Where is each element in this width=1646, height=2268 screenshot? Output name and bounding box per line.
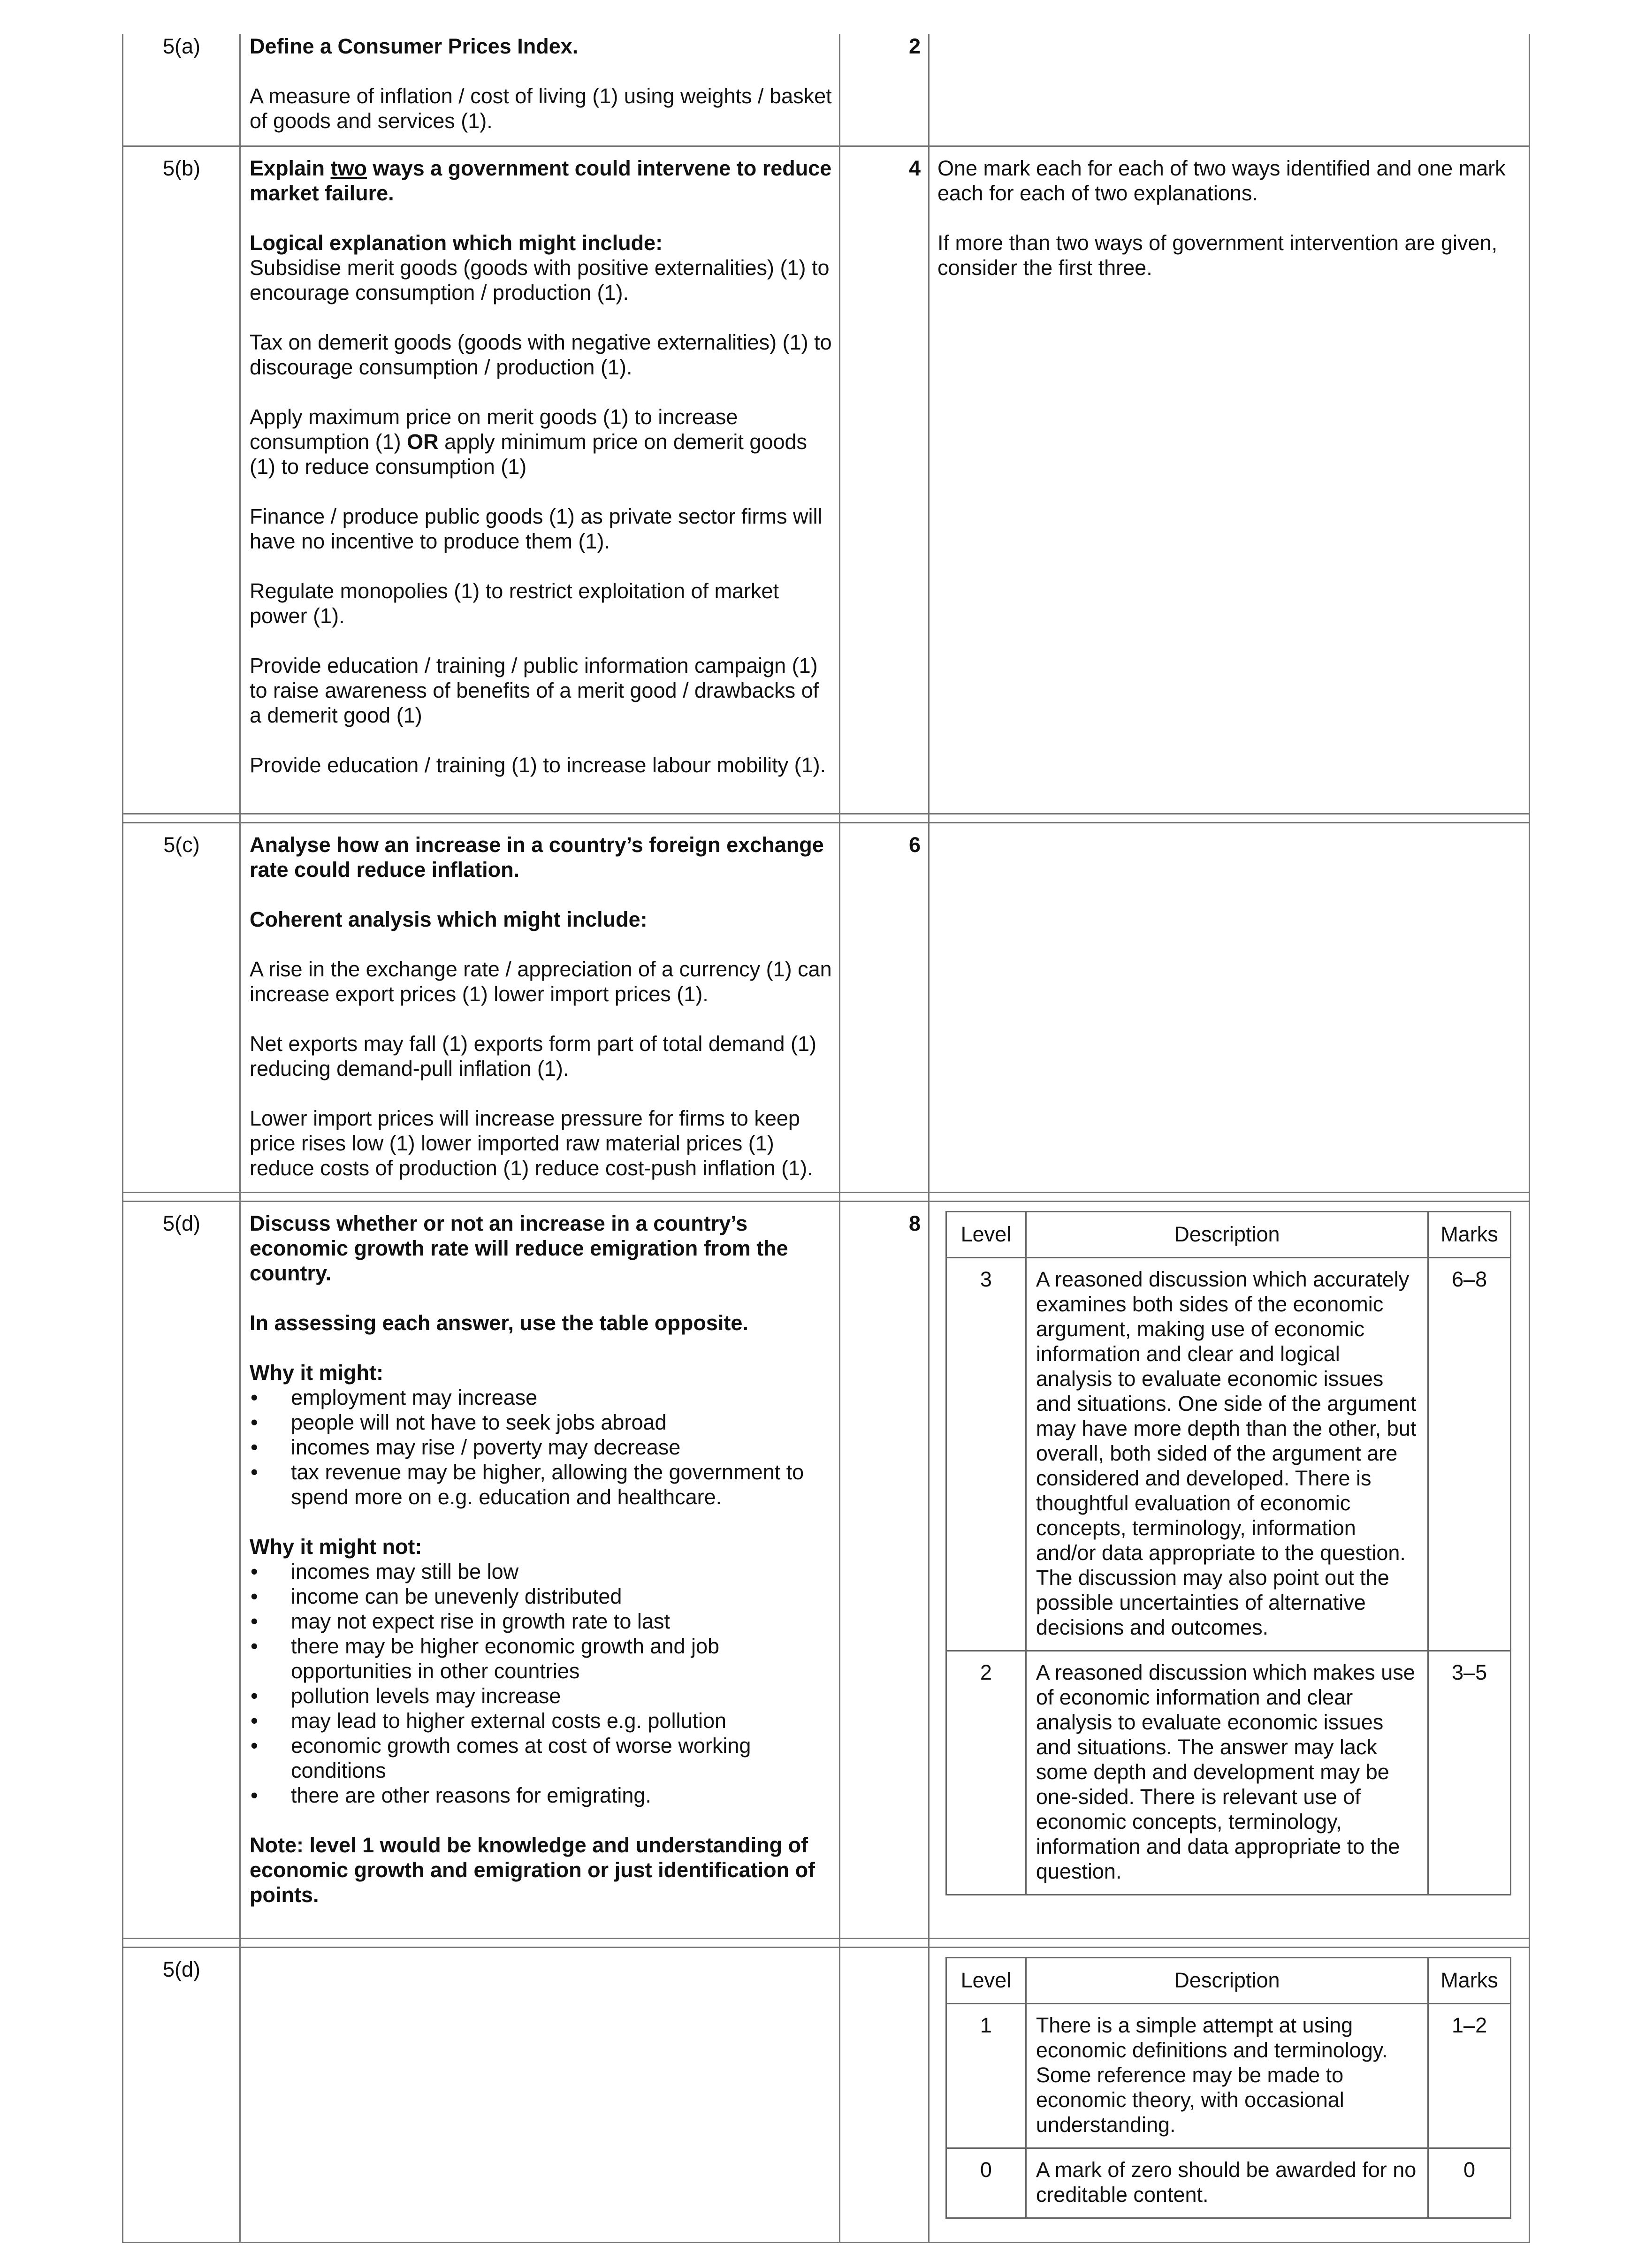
marks-value: 2 — [908, 34, 921, 58]
list-item: • incomes may rise / poverty may decrease — [250, 1435, 836, 1460]
guidance-text: One mark each for each of two ways identified and one mark each for each of two explanations. — [937, 156, 1506, 205]
marks-cell: 6–8 — [1428, 1258, 1511, 1651]
level-table-header — [946, 1212, 1511, 1258]
table-row — [946, 1651, 1511, 1895]
grid-line — [839, 34, 840, 2243]
list-item: • pollution levels may increase — [250, 1683, 836, 1708]
level-cell: 0 — [946, 2148, 1026, 2218]
marks-header: Marks — [1428, 1958, 1511, 2004]
row-divider — [122, 1201, 1530, 1202]
row-divider — [122, 145, 1530, 147]
grid-line — [122, 34, 123, 2243]
question-ref: 5(d) — [162, 1211, 201, 1235]
row-divider — [122, 1192, 1530, 1193]
why-it-might-not-heading: Why it might not: — [250, 1535, 422, 1559]
answer-point-text: apply minimum price on demerit goods (1) to reduce consumption (1) — [250, 430, 808, 479]
answer-point-text: Subsidise merit goods (goods with positive externalities) (1) to encourage consumption / production (1). — [250, 256, 830, 304]
assessment-instruction: In assessing each answer, use the table opposite. — [250, 1311, 748, 1335]
grid-line — [928, 34, 930, 2243]
marks-cell: 0 — [1428, 2148, 1511, 2218]
question-ref: 5(b) — [162, 156, 201, 180]
question-emphasis: two — [330, 156, 367, 180]
answer-point: Tax on demerit goods (goods with negative externalities) (1) to discourage consumption / production (1). — [250, 330, 832, 379]
answer-intro: Logical explanation which might include: — [250, 231, 663, 255]
answer-point-text: Apply maximum price on merit goods (1) to increase consumption (1) — [250, 405, 738, 454]
question-text-part: ways a government could intervene to reduce market failure. — [250, 156, 832, 205]
description-header: Description — [1026, 1212, 1428, 1258]
question-text: Discuss whether or not an increase in a country’s economic growth rate will reduce emigration from the country. — [250, 1211, 788, 1285]
question-ref: 5(c) — [163, 833, 200, 857]
answer-text: A measure of inflation / cost of living (1) using weights / basket of goods and services (1). — [250, 84, 832, 133]
level-table-header — [946, 1958, 1511, 2004]
answer-point: Provide education / training / public information campaign (1) to raise awareness of benefits of a merit good / drawbacks of a demerit good (1) — [250, 654, 819, 727]
marks-cell: 1–2 — [1428, 2004, 1511, 2148]
grid-line — [1529, 34, 1530, 2243]
answer-point: Lower import prices will increase pressure for firms to keep price rises low (1) lower imported raw material prices (1) reduce costs of production (1) reduce cost-push inflation (1). — [250, 1106, 813, 1180]
answer-cell — [250, 1206, 836, 1907]
question-text-part: Explain — [250, 156, 331, 180]
list-item: • economic growth comes at cost of worse working conditions — [250, 1733, 836, 1783]
row-divider — [122, 822, 1530, 823]
list-item: • may not expect rise in growth rate to last — [250, 1609, 836, 1634]
list-item: • incomes may still be low — [250, 1559, 836, 1584]
marks-value: 8 — [908, 1211, 921, 1235]
table-row — [946, 1258, 1511, 1651]
answer-point: Regulate monopolies (1) to restrict exploitation of market power (1). — [250, 579, 779, 628]
list-item: • tax revenue may be higher, allowing the government to spend more on e.g. education and healthcare. — [250, 1460, 836, 1509]
question-text — [250, 156, 836, 205]
guidance-cell — [937, 151, 1519, 280]
level-header: Level — [946, 1212, 1026, 1258]
list-item: • income can be unevenly distributed — [250, 1584, 836, 1609]
answer-point: Finance / produce public goods (1) as private sector firms will have no incentive to produce them (1). — [250, 504, 823, 553]
level-header: Level — [946, 1958, 1026, 2004]
answer-cell — [250, 29, 836, 133]
table-row — [946, 2004, 1511, 2148]
guidance-text: If more than two ways of government intervention are given, consider the first three. — [937, 231, 1498, 280]
row-divider — [122, 1947, 1530, 1948]
marks-value: 4 — [908, 156, 921, 180]
list-item: • there may be higher economic growth and job opportunities in other countries — [250, 1634, 836, 1683]
level-table-container — [945, 1957, 1511, 2219]
note-text: Note: level 1 would be knowledge and understanding of economic growth and emigration or just identification of points. — [250, 1833, 815, 1907]
question-text: Define a Consumer Prices Index. — [250, 34, 579, 58]
question-ref: 5(d) — [162, 1957, 201, 1981]
answer-point — [250, 230, 836, 305]
why-it-might-not-list — [250, 1559, 836, 1808]
marks-value: 6 — [908, 833, 921, 857]
question-ref: 5(a) — [162, 34, 201, 58]
answer-intro: Coherent analysis which might include: — [250, 907, 648, 931]
grid-line — [239, 34, 241, 2243]
description-cell: A mark of zero should be awarded for no creditable content. — [1026, 2148, 1428, 2218]
row-divider — [122, 2242, 1530, 2243]
level-table-container — [945, 1211, 1511, 1895]
list-item: • may lead to higher external costs e.g. pollution — [250, 1708, 836, 1733]
row-divider — [122, 813, 1530, 814]
list-item: • people will not have to seek jobs abroad — [250, 1410, 836, 1435]
description-cell: There is a simple attempt at using economic definitions and terminology. Some reference may be made to economic theory, with occasional understanding. — [1026, 2004, 1428, 2148]
answer-point: Net exports may fall (1) exports form part of total demand (1) reducing demand-pull inflation (1). — [250, 1032, 816, 1081]
level-table — [945, 1957, 1511, 2219]
level-cell: 2 — [946, 1651, 1026, 1895]
question-text: Analyse how an increase in a country’s foreign exchange rate could reduce inflation. — [250, 833, 824, 882]
answer-point — [250, 404, 836, 479]
answer-cell — [250, 828, 836, 1180]
description-cell: A reasoned discussion which accurately examines both sides of the economic argument, making use of economic information and clear and logical analysis to evaluate economic issues and situations. One side of the argument may have more depth than the other, but overall, both sided of the argument are considered and developed. There is thoughtful evaluation of economic concepts, terminology, information and/or data appropriate to the question. The discussion may also point out the possible uncertainties of alternative decisions and outcomes. — [1026, 1258, 1428, 1651]
why-it-might-list — [250, 1385, 836, 1509]
description-cell: A reasoned discussion which makes use of economic information and clear analysis to evaluate economic issues and situations. The answer may lack some depth and development may be one-sided. There is relevant use of economic concepts, terminology, information and data appropriate to the question. — [1026, 1651, 1428, 1895]
level-cell: 1 — [946, 2004, 1026, 2148]
list-item: • there are other reasons for emigrating. — [250, 1783, 836, 1808]
marks-header: Marks — [1428, 1212, 1511, 1258]
answer-or-keyword: OR — [407, 430, 439, 454]
why-it-might-heading: Why it might: — [250, 1361, 383, 1385]
table-row — [946, 2148, 1511, 2218]
list-item: • employment may increase — [250, 1385, 836, 1410]
row-divider — [122, 1938, 1530, 1939]
answer-point: A rise in the exchange rate / appreciation of a currency (1) can increase export prices (1) lower import prices (1). — [250, 957, 832, 1006]
description-header: Description — [1026, 1958, 1428, 2004]
answer-point: Provide education / training (1) to increase labour mobility (1). — [250, 753, 826, 777]
answer-cell — [250, 151, 836, 777]
level-table — [945, 1211, 1511, 1895]
level-cell: 3 — [946, 1258, 1026, 1651]
marks-cell: 3–5 — [1428, 1651, 1511, 1895]
